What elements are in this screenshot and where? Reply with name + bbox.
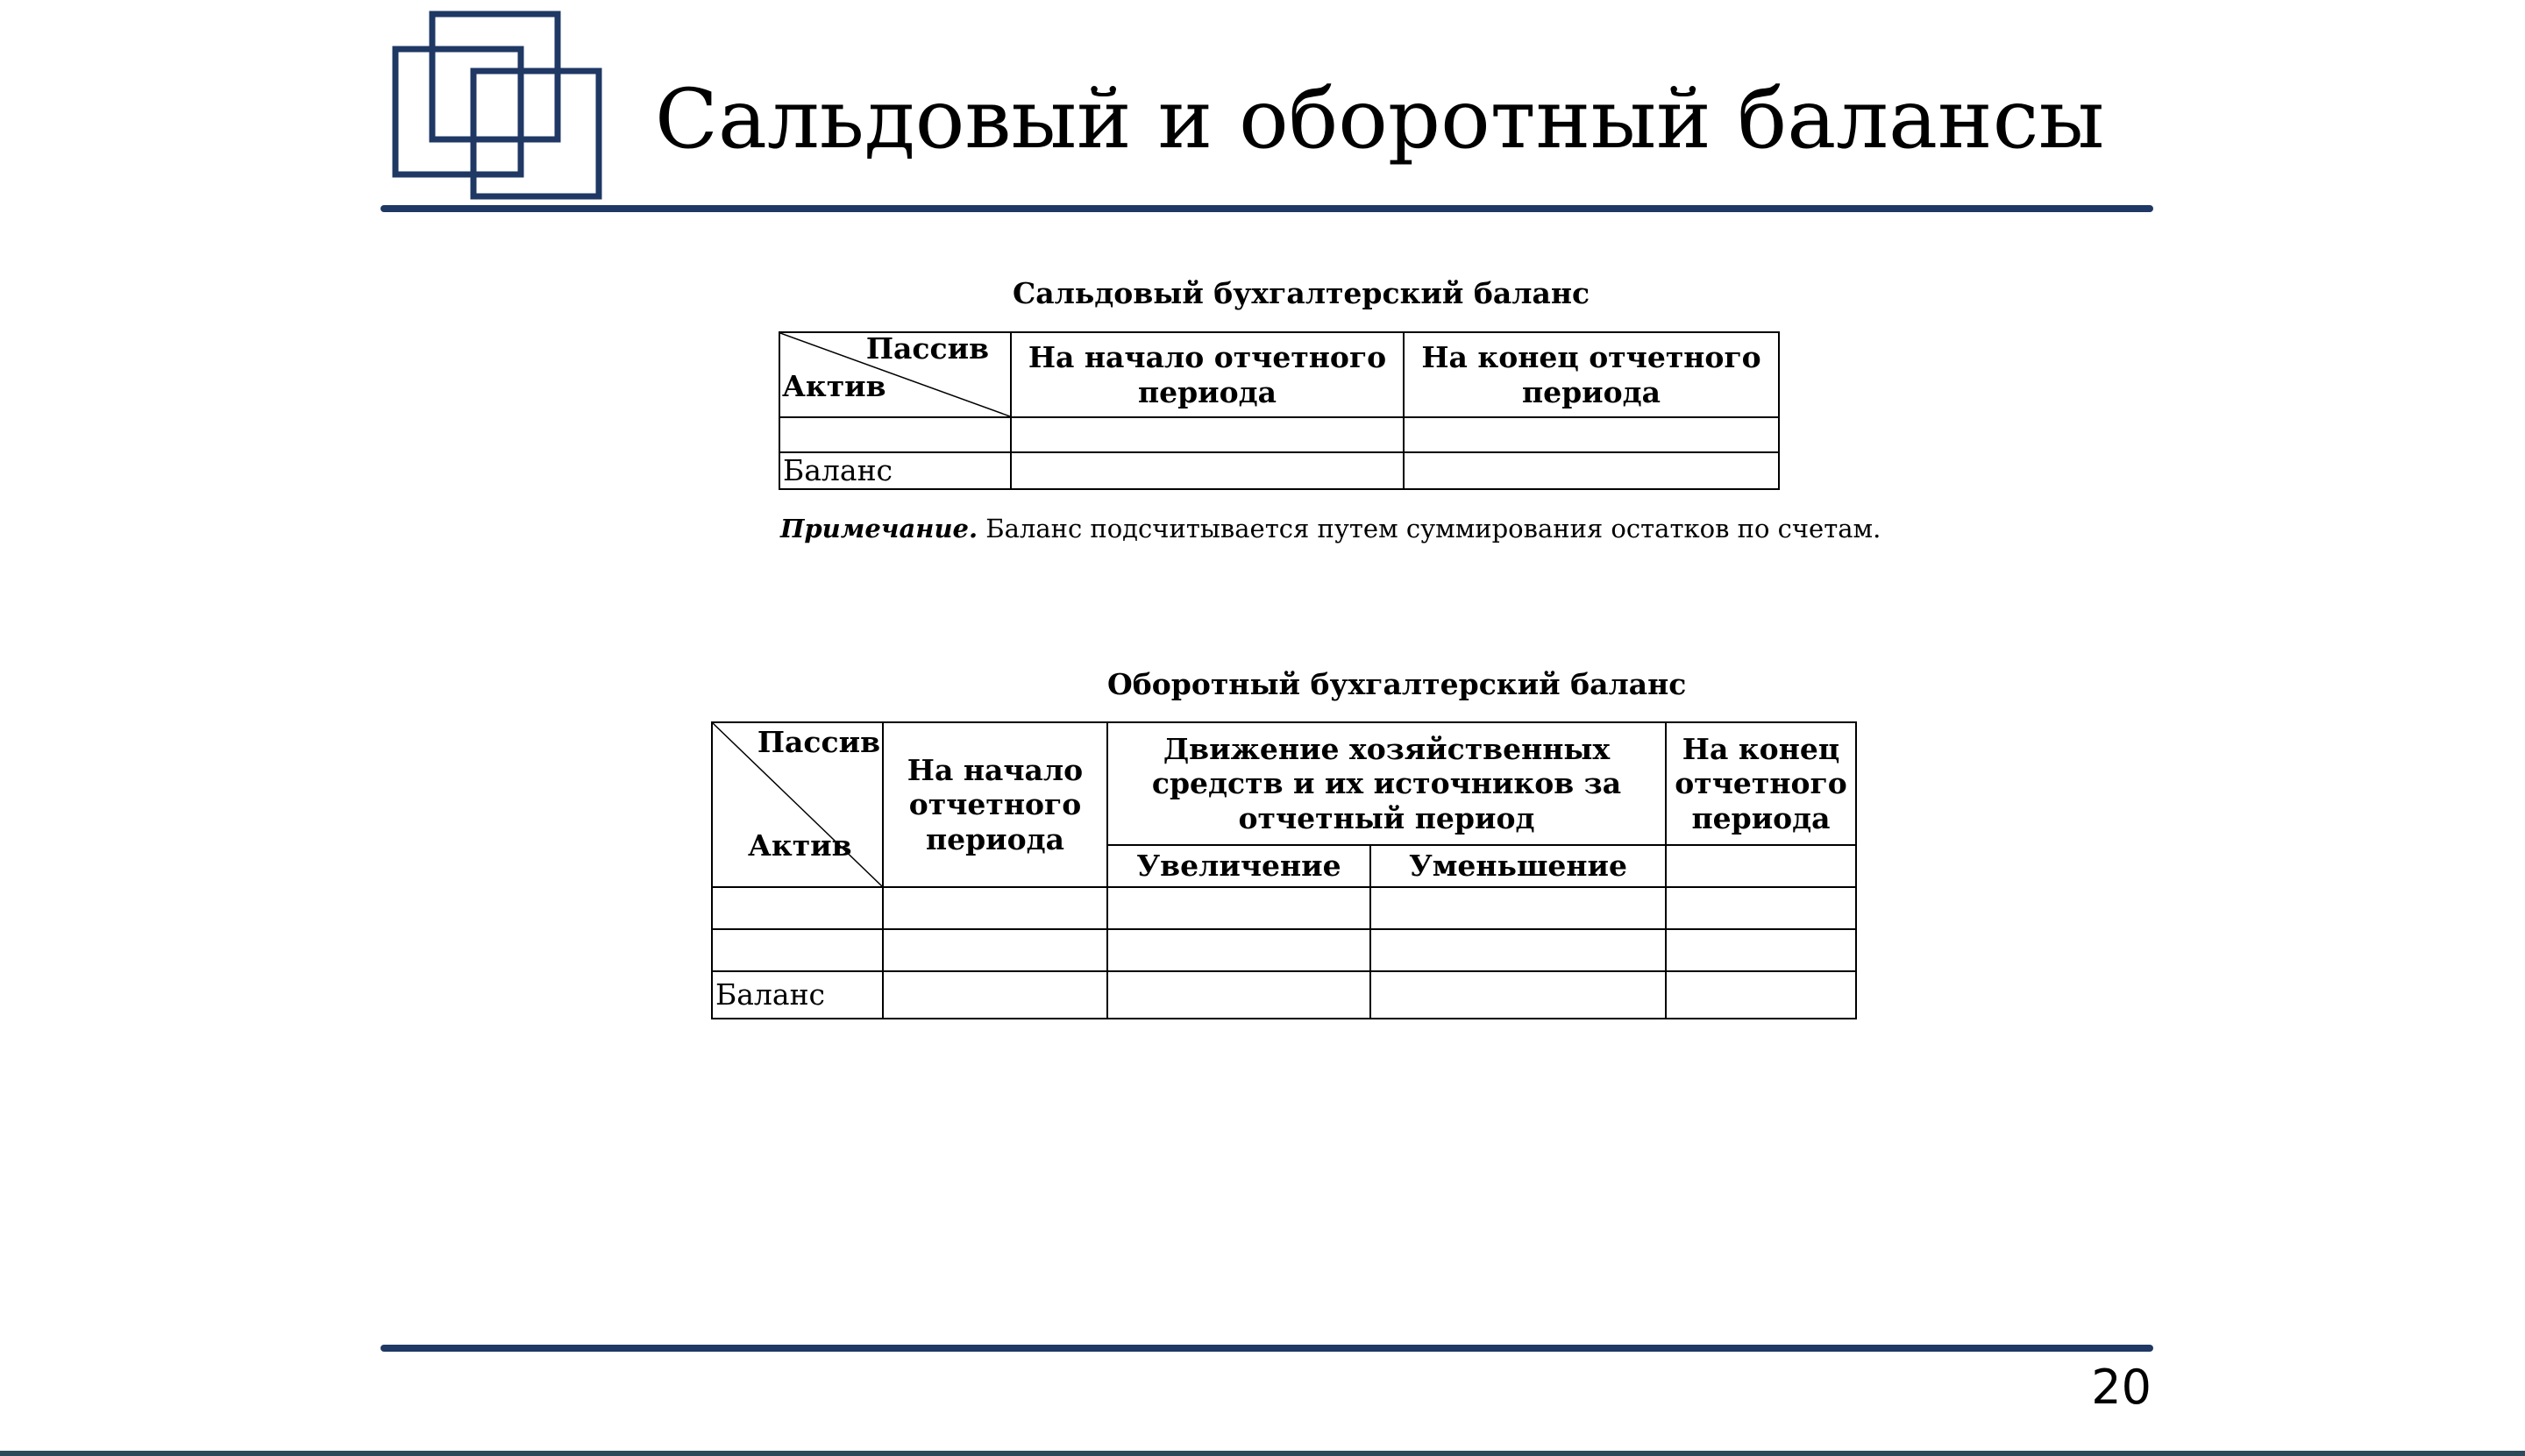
table-cell [883,887,1107,929]
table-header-row [779,332,1779,417]
row-label [779,417,1011,452]
saldo-table-caption: Сальдовый бухгалтерский баланс [1013,276,1590,310]
table-note [780,514,1881,543]
row-label: Баланс [779,452,1011,489]
table-row [712,971,1856,1019]
oborot-table-caption: Оборотный бухгалтерский баланс [1107,667,1687,701]
title-divider [381,205,2153,212]
table-row [779,452,1779,489]
table-row [712,929,1856,971]
corner-cell [712,722,883,887]
saldo-balance-table [779,331,1780,490]
table-cell [1107,887,1370,929]
table-cell [1011,452,1404,489]
column-header: На начало отчетного периода [1011,332,1404,417]
row-label [712,887,883,929]
table-row [712,887,1856,929]
corner-cell [779,332,1011,417]
note-text: Баланс подсчитывается путем суммирования остатков по счетам. [978,514,1881,543]
table-cell [883,971,1107,1019]
page-number: 20 [2091,1360,2152,1415]
table-cell [1107,971,1370,1019]
table-cell [1666,929,1856,971]
table-cell [1666,845,1856,887]
row-label [712,929,883,971]
table-row [779,417,1779,452]
table-cell [1107,929,1370,971]
table-cell [1666,971,1856,1019]
corner-label-passive: Пассив [757,725,880,759]
corner-label-active: Актив [748,828,852,863]
bottom-edge-strip [0,1451,2525,1456]
row-label: Баланс [712,971,883,1019]
table-cell [883,929,1107,971]
table-cell [1404,452,1779,489]
overlapping-squares-icon [392,11,604,200]
column-subheader: Увеличение [1107,845,1370,887]
corner-label-passive: Пассив [865,331,989,366]
table-header-row [712,722,1856,845]
note-label: Примечание. [780,514,978,543]
oborot-balance-table [711,721,1857,1019]
footer-divider [381,1345,2153,1352]
column-header: На конец отчетного периода [1666,722,1856,845]
column-header: На конец отчетного периода [1404,332,1779,417]
column-header-group: Движение хозяйственных средств и их источников за отчетный период [1107,722,1666,845]
table-cell [1011,417,1404,452]
slide-title: Сальдовый и оборотный балансы [655,72,2105,167]
table-cell [1404,417,1779,452]
column-header: На начало отчетного периода [883,722,1107,887]
table-cell [1370,971,1666,1019]
column-subheader: Уменьшение [1370,845,1666,887]
table-cell [1666,887,1856,929]
table-cell [1370,929,1666,971]
corner-label-active: Актив [782,369,886,403]
table-cell [1370,887,1666,929]
